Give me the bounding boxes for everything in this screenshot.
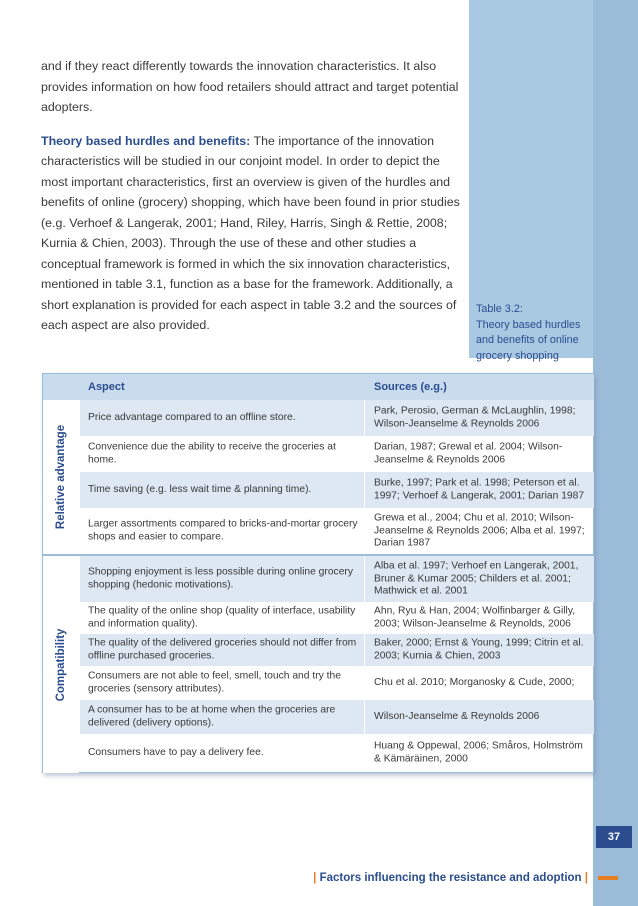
table-row bbox=[80, 734, 594, 772]
table-caption-label: Table 3.2: bbox=[476, 303, 523, 315]
row-sources: Baker, 2000; Ernst & Young, 1999; Citrin et al. 2003; Kurnia & Chien, 2003 bbox=[374, 637, 584, 661]
paragraph-2 bbox=[41, 131, 461, 336]
row-aspect: Time saving (e.g. less wait time & planning time). bbox=[88, 483, 312, 495]
hurdles-benefits-table bbox=[42, 373, 594, 773]
footer-title: Factors influencing the resistance and adoption bbox=[319, 872, 582, 884]
paragraph-1: and if they react differently towards the innovation characteristics. It also provides information on how food retailers should attract and target potential adopters. bbox=[41, 59, 459, 114]
page-edge-band bbox=[593, 0, 638, 906]
table-row bbox=[80, 556, 594, 602]
row-sources: Burke, 1997; Park et al. 1998; Peterson et al. 1997; Verhoef & Langerak, 2001; Darian 1987 bbox=[374, 477, 585, 501]
row-sources: Grewa et al., 2004; Chu et al. 2010; Wilson-Jeanselme & Reynolds 2006; Alba et al. 1997; Darian 1987 bbox=[374, 512, 585, 549]
table-row bbox=[80, 700, 594, 734]
row-aspect: Price advantage compared to an offline store. bbox=[88, 411, 296, 423]
header-aspect: Aspect bbox=[88, 381, 125, 393]
row-sources: Alba et al. 1997; Verhoef en Langerak, 2001, Bruner & Kumar 2005; Childers et al. 2001; Mathwick et al. 2001 bbox=[374, 560, 579, 597]
group-compatibility bbox=[43, 556, 79, 773]
table-row bbox=[80, 602, 594, 634]
row-aspect: Consumers have to pay a delivery fee. bbox=[88, 746, 264, 758]
row-sources: Huang & Oppewal, 2006; Småros, Holmström & Kämäräinen, 2000 bbox=[374, 740, 583, 764]
table-row bbox=[80, 472, 594, 508]
row-aspect: A consumer has to be at home when the groceries are delivered (delivery options). bbox=[88, 704, 336, 728]
table-caption-title: Theory based hurdles and benefits of online grocery shopping bbox=[476, 318, 581, 362]
table-row bbox=[80, 400, 594, 436]
table-row bbox=[80, 436, 594, 472]
footer-accent bbox=[598, 876, 618, 880]
footer-bar-right: | bbox=[584, 872, 588, 884]
body-text bbox=[41, 56, 461, 336]
header-sources: Sources (e.g.) bbox=[374, 381, 447, 393]
table-caption bbox=[476, 302, 591, 364]
running-footer bbox=[313, 872, 588, 884]
row-aspect: Larger assortments compared to bricks-and-mortar grocery shops and easier to compare. bbox=[88, 518, 358, 542]
row-sources: Darian, 1987; Grewal et al. 2004; Wilson-Jeanselme & Reynolds 2006 bbox=[374, 441, 563, 465]
footer-bar-left: | bbox=[313, 872, 317, 884]
row-aspect: Shopping enjoyment is less possible during online grocery shopping (hedonic motivations). bbox=[88, 566, 354, 590]
row-sources: Chu et al. 2010; Morganosky & Cude, 2000; bbox=[374, 676, 575, 688]
group-relative-advantage bbox=[43, 400, 79, 554]
paragraph-lead: Theory based hurdles and benefits: bbox=[41, 133, 251, 148]
row-aspect: The quality of the delivered groceries should not differ from offline purchased groceries. bbox=[88, 637, 357, 661]
table-row bbox=[80, 508, 594, 554]
table-header bbox=[43, 374, 594, 400]
row-sources: Ahn, Ryu & Han, 2004; Wolfinbarger & Gilly, 2003; Wilson-Jeanselme & Reynolds, 2006 bbox=[374, 605, 576, 629]
row-sources: Park, Perosio, German & McLaughlin, 1998; Wilson-Jeanselme & Reynolds 2006 bbox=[374, 405, 576, 429]
table-row bbox=[80, 634, 594, 666]
paragraph-2-text: The importance of the innovation characteristics will be studied in our conjoint model. In order to depict the most important characteristics, first an overview is given of the hurdles and benefits of online (grocery) shopping, which have been found in prior studies (e.g. Verhoef & Langerak, 2001; Hand, Riley, Harris, Singh & Rettie, 2008; Kurnia & Chien, 2003). Through the use of these and other studies a conceptual framework is formed in which the six innovation characteristics, mentioned in table 3.1, function as a base for the framework. Additionally, a short explanation is provided for each aspect in table 3.2 and the sources of each aspect are also provided. bbox=[41, 133, 460, 332]
row-sources: Wilson-Jeanselme & Reynolds 2006 bbox=[374, 710, 540, 722]
row-aspect: Consumers are not able to feel, smell, touch and try the groceries (sensory attributes). bbox=[88, 670, 341, 694]
page-number: 37 bbox=[596, 826, 632, 848]
table-row bbox=[80, 666, 594, 700]
group-label-compatibility: Compatibility bbox=[55, 628, 67, 701]
row-aspect: The quality of the online shop (quality of interface, usability and information quality). bbox=[88, 605, 356, 629]
row-aspect: Convenience due the ability to receive the groceries at home. bbox=[88, 441, 336, 465]
group-label-relative-advantage: Relative advantage bbox=[55, 424, 67, 530]
